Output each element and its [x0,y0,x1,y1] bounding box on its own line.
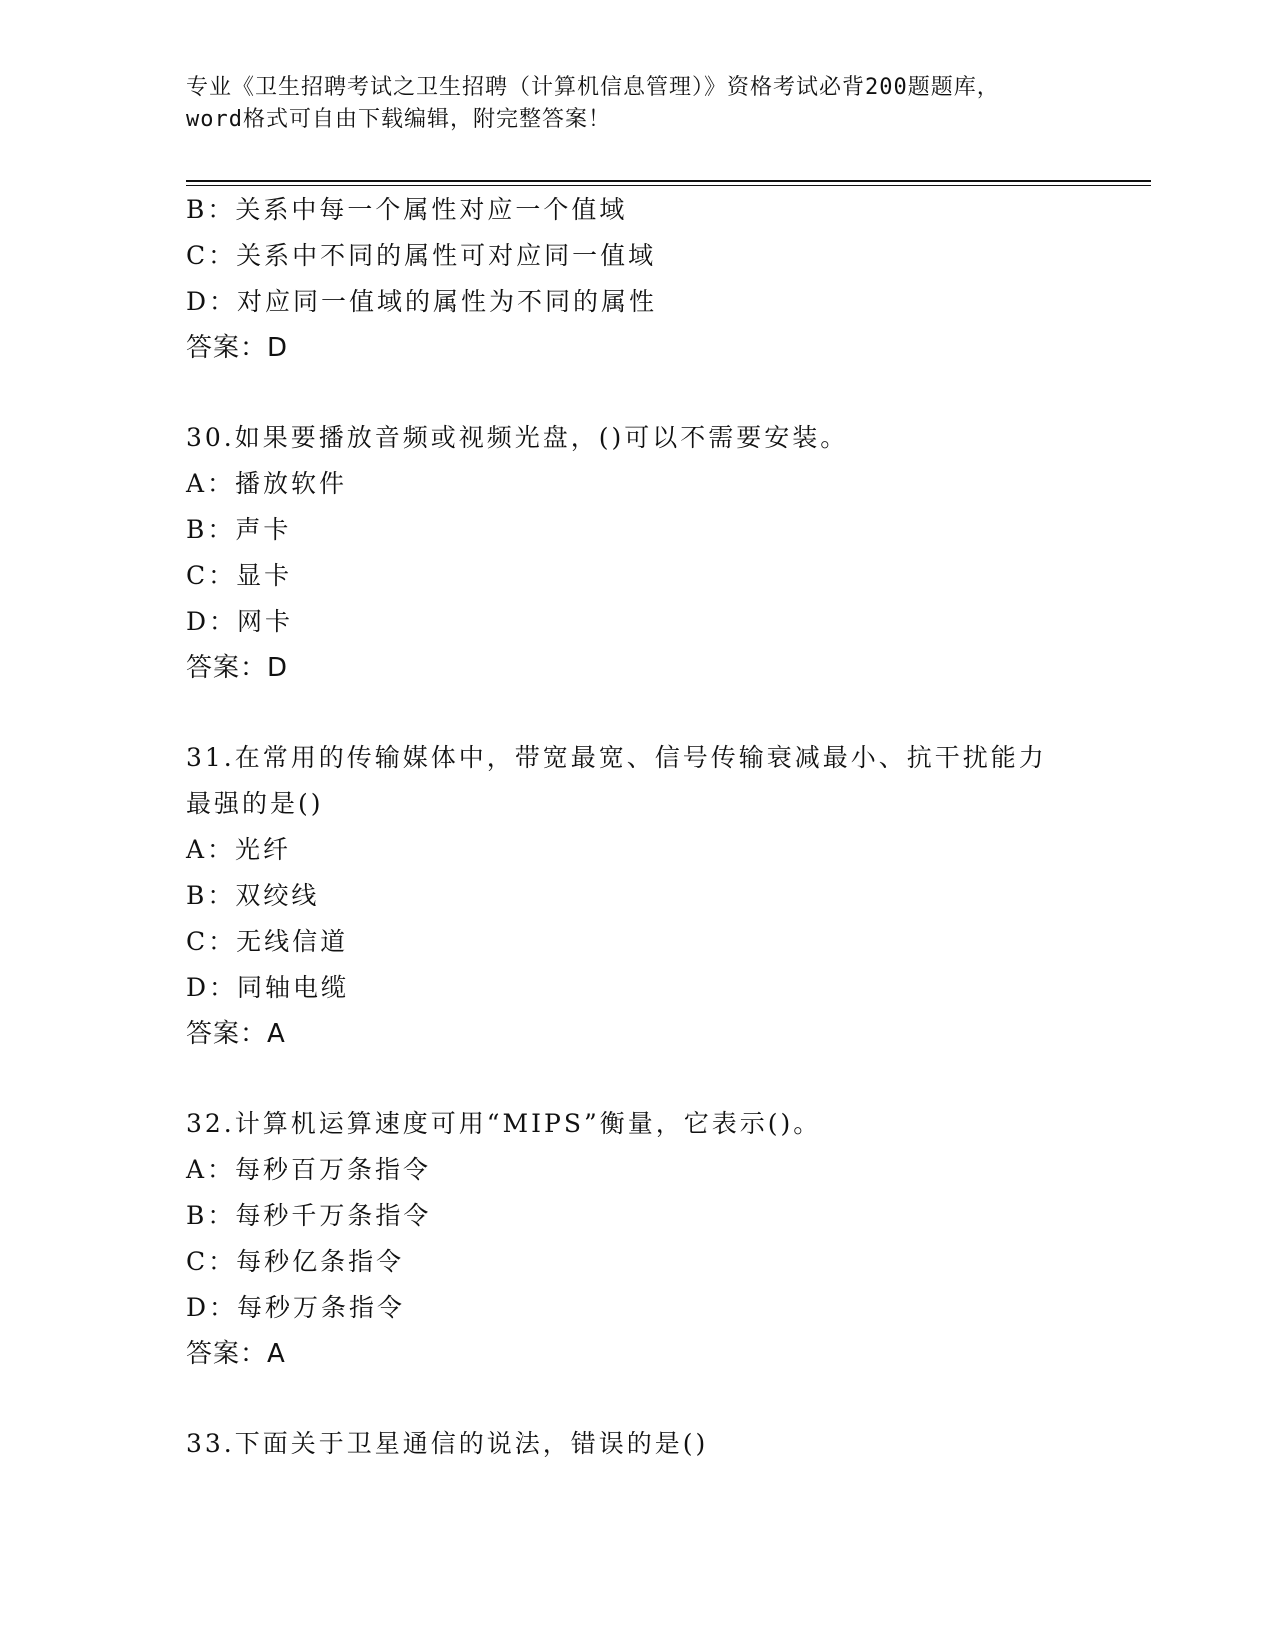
option-b: B：关系中每一个属性对应一个值域 [186,195,628,224]
option-d: D：每秒万条指令 [186,1293,406,1322]
header-line-2: word格式可自由下载编辑，附完整答案！ [186,107,611,132]
question-stem: 32.计算机运算速度可用“MIPS”衡量，它表示()。 [186,1109,822,1138]
option-a: A：播放软件 [186,469,348,498]
option-d: D：网卡 [186,607,294,636]
answer-line: 答案：A [186,1019,286,1049]
document-header [186,72,1086,136]
option-b: B：双绞线 [186,881,320,910]
option-c: C：关系中不同的属性可对应同一值域 [186,241,657,270]
option-c: C：每秒亿条指令 [186,1247,405,1276]
option-a: A：光纤 [186,835,292,864]
header-line-1: 专业《卫生招聘考试之卫生招聘（计算机信息管理）》资格考试必背200题题库， [186,75,1000,100]
answer-line: 答案：D [186,653,289,683]
header-rule-thin [186,185,1151,186]
question-stem-continued: 最强的是() [186,789,324,818]
question-30 [186,415,1086,691]
header-rule-thick [186,180,1151,182]
previous-question-block [186,187,1086,371]
question-32 [186,1101,1086,1377]
option-d: D：同轴电缆 [186,973,350,1002]
answer-line: 答案：A [186,1339,286,1369]
option-b: B：每秒千万条指令 [186,1201,432,1230]
spacer [186,1377,1086,1421]
spacer [186,691,1086,735]
spacer [186,371,1086,415]
question-33 [186,1421,1086,1467]
question-31 [186,735,1086,1057]
option-d: D：对应同一值域的属性为不同的属性 [186,287,658,316]
question-stem: 31.在常用的传输媒体中，带宽最宽、信号传输衰减最小、抗干扰能力 [186,743,1047,772]
option-c: C：无线信道 [186,927,349,956]
option-b: B：声卡 [186,515,292,544]
spacer [186,1057,1086,1101]
question-stem: 33.下面关于卫星通信的说法，错误的是() [186,1429,709,1458]
answer-line: 答案：D [186,333,289,363]
question-list [186,187,1086,1467]
option-c: C：显卡 [186,561,293,590]
question-stem: 30.如果要播放音频或视频光盘，()可以不需要安装。 [186,423,849,452]
option-a: A：每秒百万条指令 [186,1155,432,1184]
